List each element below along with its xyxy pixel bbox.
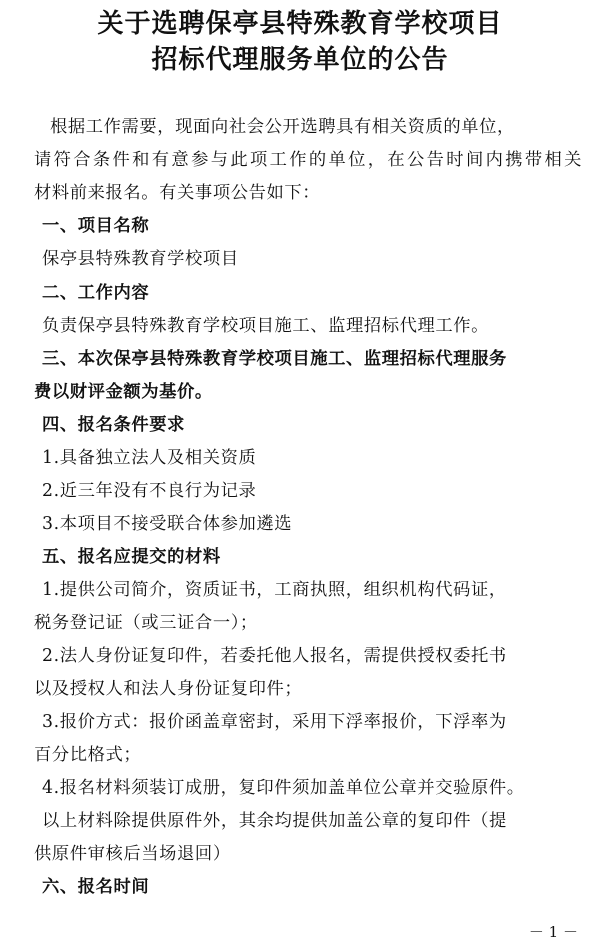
section-3-heading-line-2: 费以财评金额为基价。 <box>34 382 213 402</box>
section-5-line-3: 2.法人身份证复印件，若委托他人报名，需提供授权委托书 <box>42 646 507 666</box>
document-title-line-2: 招标代理服务单位的公告 <box>151 45 449 75</box>
section-1-heading: 一、项目名称 <box>42 216 150 236</box>
section-5-line-5: 3.报价方式：报价函盖章密封，采用下浮率报价，下浮率为 <box>42 712 507 732</box>
intro-line-1: 根据工作需要，现面向社会公开选聘具有相关资质的单位， <box>50 117 515 137</box>
section-5-line-6: 百分比格式； <box>34 745 142 765</box>
section-4-item-3: 3.本项目不接受联合体参加遴选 <box>42 514 293 534</box>
section-1-text: 保亭县特殊教育学校项目 <box>42 249 239 269</box>
section-2-text: 负责保亭县特殊教育学校项目施工、监理招标代理工作。 <box>42 316 490 336</box>
section-5-line-9: 供原件审核后当场退回） <box>34 844 231 864</box>
intro-line-3: 材料前来报名。有关事项公告如下： <box>34 183 321 203</box>
section-6-heading: 六、报名时间 <box>42 877 150 897</box>
page-number: － 1 － <box>528 923 578 941</box>
section-4-item-1: 1.具备独立法人及相关资质 <box>42 448 257 468</box>
section-5-line-2: 税务登记证（或三证合一）； <box>34 613 258 633</box>
section-2-heading: 二、工作内容 <box>42 283 150 303</box>
section-4-heading: 四、报名条件要求 <box>42 415 186 435</box>
section-5-line-7: 4.报名材料须装订成册，复印件须加盖单位公章并交验原件。 <box>42 778 525 798</box>
section-5-line-1: 1.提供公司简介，资质证书，工商执照，组织机构代码证， <box>42 580 507 600</box>
section-5-line-8: 以上材料除提供原件外，其余均提供加盖公章的复印件（提 <box>42 811 507 831</box>
section-5-line-4: 以及授权人和法人身份证复印件； <box>34 679 303 699</box>
section-5-heading: 五、报名应提交的材料 <box>42 547 221 567</box>
document-title-line-1: 关于选聘保亭县特殊教育学校项目 <box>97 9 503 39</box>
section-4-item-2: 2.近三年没有不良行为记录 <box>42 481 257 501</box>
intro-line-2: 请符合条件和有意参与此项工作的单位，在公告时间内携带相关 <box>34 150 582 170</box>
section-3-heading-line-1: 三、本次保亭县特殊教育学校项目施工、监理招标代理服务 <box>42 349 507 369</box>
